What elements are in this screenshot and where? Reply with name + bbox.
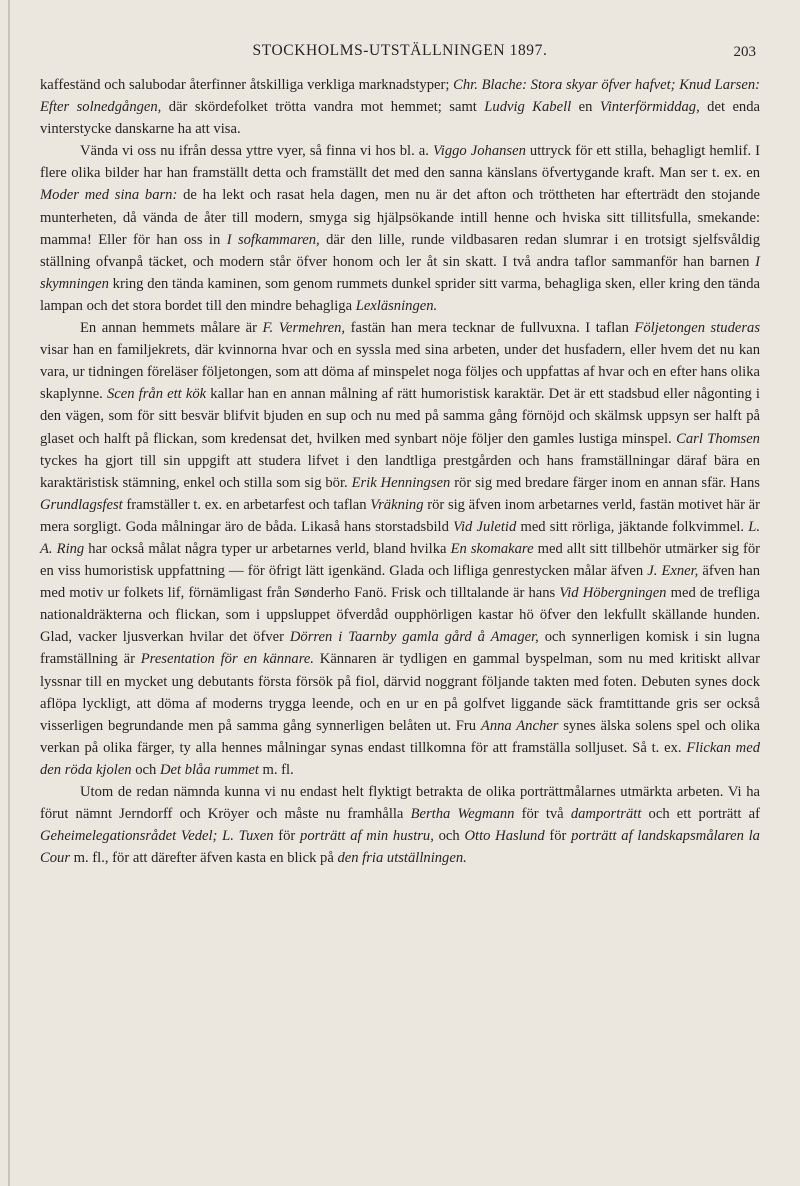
text-segment: rör sig med bredare färger inom en annan sfär. Hans [450,474,760,491]
italic-title: Moder med sina barn: [40,187,178,204]
text-segment: Vända vi oss nu ifrån dessa yttre vyer, så finna vi hos bl. a. [80,143,433,160]
text-segment: och synnerligen komisk i sin lugna framställning är [40,629,760,668]
text-segment: synes älska solens spel och olika verkan på olika färger, ty alla hennes målningar synas endast tillkomna för att framställa solljuset. Så t. ex. [40,717,760,756]
italic-title: L. A. Ring [40,518,761,557]
body-text [40,74,760,869]
italic-title: Det blåa rummet [159,761,259,778]
text-segment: och [433,828,465,845]
text-segment: för [544,828,572,845]
italic-title: porträtt af landskapsmålaren la Cour [40,828,760,867]
italic-title: Vinterförmiddag, [599,99,700,116]
italic-title: Geheimelegationsrådet Vedel; L. Tuxen [40,828,274,845]
italic-title: Viggo Johansen [432,143,526,160]
text-segment: kaffeständ och salubodar återfinner åtskilliga verkliga marknadstyper; [40,77,454,93]
italic-title: En skomakare [450,540,534,557]
italic-title: Följetongen studeras [634,320,760,337]
text-segment: där den lille, runde vildbasaren redan slumrar i en trotsigt sjelfsvåldig ställning ofvanpå täcket, och modern står öfver honom och ler åt sin skatt. I två andra taflor sammanför han barnen [40,231,760,270]
text-segment: uttryck för ett stilla, behagligt hemlif. I flere olika bilder har han framställt detta och framställt det med den sanna känslans öfvertygande kraft. Man ser t. ex. en [40,143,760,182]
italic-title: Otto Haslund [464,828,545,845]
text-segment: där skördefolket trötta vandra mot hemmet; samt [161,99,485,116]
italic-title: Vid Juletid [453,518,517,535]
italic-title: Vräkning [370,496,424,513]
running-title: STOCKHOLMS-UTSTÄLLNINGEN 1897. [252,42,548,59]
page-number: 203 [733,44,756,60]
text-segment: m. fl. [258,761,294,778]
text-segment: med allt sitt tillbehör utmärker sig för en viss humoristisk uppfattning — för öfrigt lätt igenkänd. Glada och lifliga genrestycken målar äfven [40,540,760,580]
italic-title: damporträtt [570,806,642,823]
text-segment: för två [514,806,571,823]
text-segment: rör sig äfven inom arbetarnes verld, fastän motivet här är mera sorgligt. Goda målningar äro de båda. Likaså hans storstadsbild [40,496,760,535]
italic-title: I sofkammaren, [226,231,320,248]
page-header [0,42,800,66]
paragraph [40,317,760,781]
text-segment: framställer t. ex. en arbetarfest och taflan [122,496,371,513]
text-segment: för [273,828,301,845]
italic-title: Bertha Wegmann [410,806,515,823]
italic-title: J. Exner, [647,563,699,580]
paragraph [40,74,760,140]
italic-title: F. Vermehren, [262,320,346,337]
text-segment: Kännaren är tydligen en gammal byspelman, som nu med kritiskt allvar lyssnar till en mycket ung debutants första försök på fiol, därvid noggrant följande takten med foten. Debuten synes dock aflöpa lyckligt, att döma af moderns trygga leende, och en ur en på golfvet liggande säck framtittande gris ser också visserligen begrundande men på samma gång synnerligen belåten ut. Fru [40,651,760,734]
text-segment: det enda vinterstycke danskarne ha att visa. [40,99,760,138]
italic-title: Flickan med den röda kjolen [40,739,760,778]
italic-title: I skymningen [40,253,760,292]
paragraph [40,781,760,869]
text-segment: med de trefliga nationaldräkterna och flickan, som i uppsluppet öfverdåd oupphörligen kastar hö öfver den lekfullt skällande hunden. Glad, vacker ljusverkan hvilar det öfver [40,585,760,646]
text-segment: m. fl., för att därefter äfven kasta en blick på [70,850,338,867]
text-segment: de ha lekt och rasat hela dagen, men nu är det afton och tröttheten har efterträdt den stojande munterheten, då vända de åter till modern, smyga sig hjälpsökande intill henne och hviska sitt tillitsfulla, smekande: mamma! Eller för han oss in [40,187,760,248]
text-segment: Utom de redan nämnda kunna vi nu endast helt flyktigt betrakta de olika porträttmålarnes utmärkta arbeten. Vi ha förut nämnt Jerndorff och Kröyer och måste nu framhålla [40,784,760,823]
text-segment: kallar han en annan målning af rätt humoristisk karaktär. Det är ett stadsbud eller någonting i den vägen, som för sitt besvär blifvit bjuden en sup och nu med på samma gång förnöjd och skälmsk uppsyn ser halft på glaset och halft på flickan, som kredensat det, hvilken med synbart nöje följer den gamles lustiga minspel. [40,386,760,447]
italic-title: den fria utställningen. [337,850,467,867]
text-segment: och ett porträtt af [641,806,760,823]
text-segment: har också målat några typer ur arbetarnes verld, bland hvilka [84,540,451,557]
italic-title: Ludvig Kabell [484,99,572,116]
italic-title: Dörren i Taarnby gamla gård å Amager, [289,629,539,646]
italic-title: porträtt af min hustru, [300,828,434,845]
text-segment: En annan hemmets målare är [80,320,263,337]
text-segment: med sitt rörliga, jäktande folkvimmel. [516,518,749,535]
text-segment: visar han en familjekrets, där kvinnorna hvar och en syssla med sina arbeten, under det husfadern, eller hvem det nu kan vara, ur tidningen föreläser följetongen, som att döma af minspelet noga följes och uppfattas af hvar och en efter hans olika skaplynne. [40,342,760,403]
page-edge [8,0,10,1186]
text-segment: tyckes ha gjort till sin uppgift att studera lifvet i den landtliga prestgården och hans framställningar däraf bära en karaktäristisk stämning, enkel och stilla som sig bör. [40,452,760,491]
italic-title: Scen från ett kök [106,386,207,403]
italic-title: Chr. Blache: Stora skyar öfver hafvet; Knud Larsen: Efter solnedgången, [40,77,760,116]
text-segment: kring den tända kaminen, som genom rummets dunkel sprider sitt varma, behagliga sken, eller kring den tända lampan och det stora bordet till den mindre behagliga [40,275,760,314]
italic-title: Erik Henningsen [351,474,451,491]
italic-title: Lexläsningen. [355,297,438,314]
text-segment: och [131,761,160,778]
italic-title: Anna Ancher [480,717,559,734]
italic-title: Carl Thomsen [676,430,760,447]
italic-title: Vid Höbergningen [559,585,667,602]
text-segment: fastän han mera tecknar de fullvuxna. I taflan [345,320,635,337]
italic-title: Presentation för en kännare. [140,651,314,668]
text-segment: äfven han med motiv ur folkets lif, förnämligast från Sønderho Fanö. Frisk och tilltalande är hans [40,563,760,602]
paragraph [40,140,760,317]
text-segment: en [571,99,600,116]
italic-title: Grundlagsfest [40,496,123,513]
